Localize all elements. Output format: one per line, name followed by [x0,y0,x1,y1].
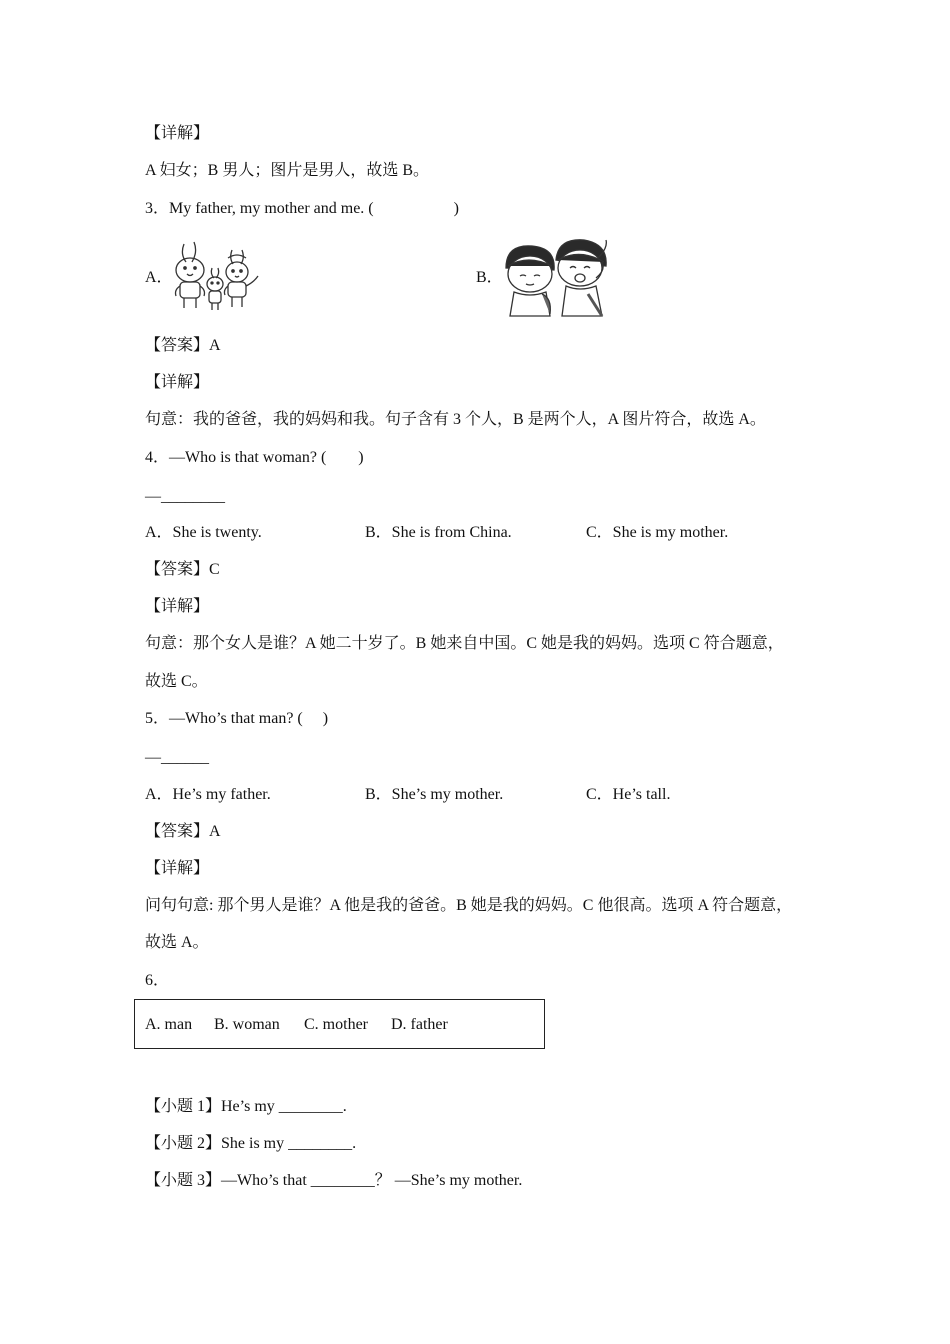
q2-detail-text: A 妇女；B 男人；图片是男人，故选 B。 [145,162,430,179]
q3-option-b-label: B． [476,269,503,286]
q5-option-b: B．She’s my mother. [365,786,504,803]
q5-detail-text-1: 问句句意: 那个男人是谁？A 他是我的爸爸。B 她是我的妈妈。C 他很高。选项 A 符合题意， [145,897,793,914]
q4-option-a: A．She is twenty. [145,524,262,541]
q5-blank: —______ [145,749,209,766]
q4-option-c: C．She is my mother. [586,524,729,541]
q2-detail-label: 【详解】 [145,125,210,142]
q4-answer: 【答案】C [145,561,220,578]
q5-option-a: A．He’s my father. [145,786,271,803]
q4-blank: —________ [145,488,225,505]
q5-option-c: C．He’s tall. [586,786,671,803]
q3-detail-text: 句意：我的爸爸，我的妈妈和我。句子含有 3 个人，B 是两个人，A 图片符合，故选 A。 [145,411,766,428]
q4-detail-text-1: 句意：那个女人是谁？A 她二十岁了。B 她来自中国。C 她是我的妈妈。选项 C 符合题意， [145,635,784,652]
word-bank-item: C. mother [304,1016,368,1033]
word-bank-item: B. woman [214,1016,280,1033]
q3-option-a-label: A． [145,269,173,286]
two-boys-illustration [500,238,612,318]
q5-question: 5．—Who’s that man? ( ) [145,710,329,727]
q6-subquestion-2: 【小题 2】She is my ________. [145,1135,357,1152]
q4-question: 4．—Who is that woman? ( ) [145,449,364,466]
word-bank-item: A. man [145,1016,193,1033]
word-bank-box [134,999,545,1049]
q6-subquestion-3: 【小题 3】—Who’s that ________？ —She’s my mother. [145,1172,523,1189]
q5-answer: 【答案】A [145,823,221,840]
word-bank-item: D. father [391,1016,448,1033]
q3-question: 3．My father, my mother and me. ( ) [145,200,459,217]
q4-detail-label: 【详解】 [145,598,210,615]
q4-option-b: B．She is from China. [365,524,512,541]
rabbit-family-illustration [168,240,268,314]
q4-detail-text-2: 故选 C。 [145,673,208,690]
q5-detail-text-2: 故选 A。 [145,934,209,951]
q3-detail-label: 【详解】 [145,374,210,391]
q6-subquestion-1: 【小题 1】He’s my ________. [145,1098,347,1115]
q3-answer: 【答案】A [145,337,221,354]
q6-number: 6． [145,972,170,989]
q5-detail-label: 【详解】 [145,860,210,877]
